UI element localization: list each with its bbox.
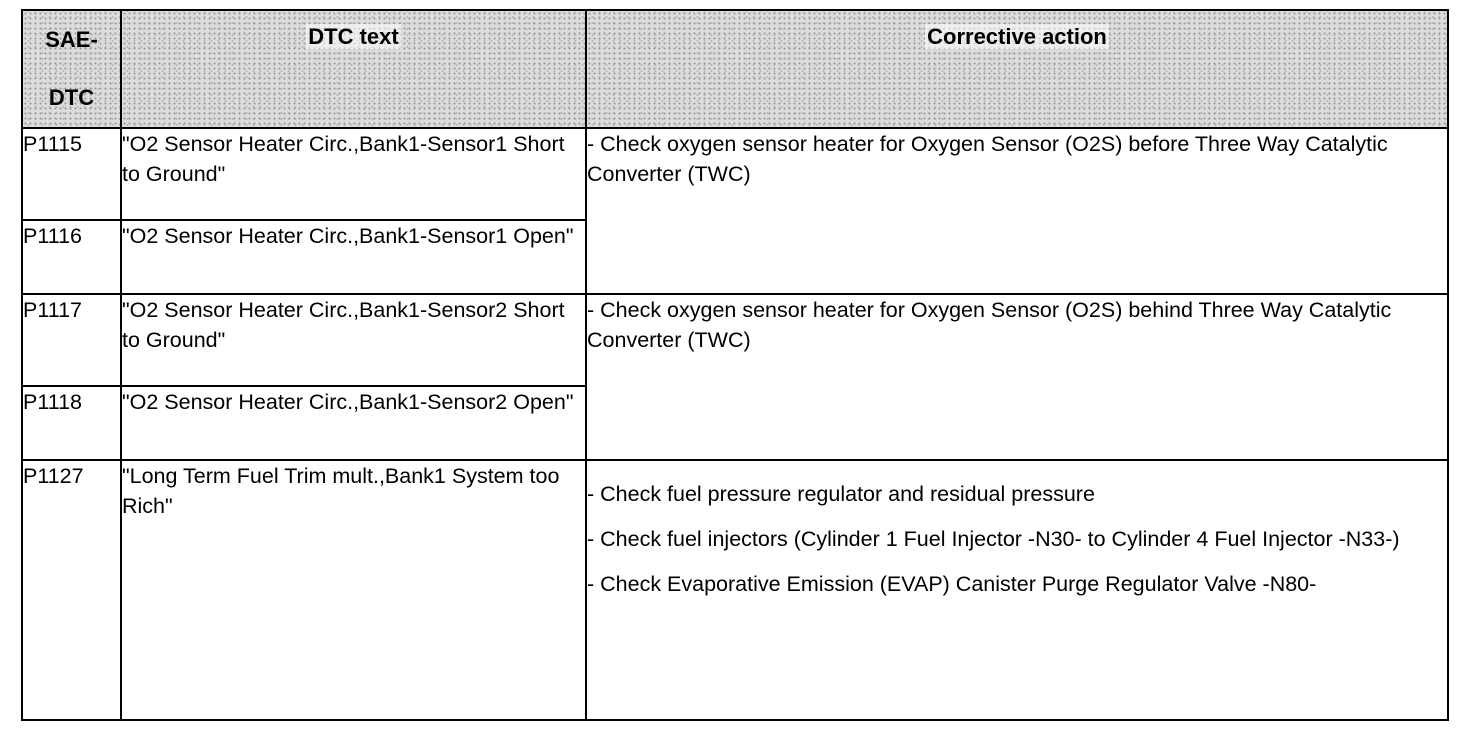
corrective-action-cell: - Check oxygen sensor heater for Oxygen Sensor (O2S) behind Three Way Catalytic Converter (TWC) bbox=[586, 294, 1448, 460]
table-row bbox=[22, 128, 1448, 220]
corrective-action-item: - Check fuel pressure regulator and residual pressure bbox=[587, 482, 1095, 506]
table-row bbox=[22, 294, 1448, 386]
corrective-action-item: - Check fuel injectors (Cylinder 1 Fuel Injector -N30- to Cylinder 4 Fuel Injector -N33-) bbox=[587, 527, 1400, 551]
header-corrective-action bbox=[586, 10, 1448, 128]
dtc-table bbox=[21, 9, 1449, 721]
dtc-code-cell: P1116 bbox=[22, 220, 121, 294]
dtc-text-cell: "O2 Sensor Heater Circ.,Bank1-Sensor1 Short to Ground" bbox=[121, 128, 586, 220]
dtc-code-cell: P1127 bbox=[22, 460, 121, 720]
dtc-code-cell: P1115 bbox=[22, 128, 121, 220]
header-sae-dtc-line2: DTC bbox=[48, 85, 95, 110]
dtc-text-cell: "O2 Sensor Heater Circ.,Bank1-Sensor1 Open" bbox=[121, 220, 586, 294]
header-dtc-text bbox=[121, 10, 586, 128]
header-corrective-action-label: Corrective action bbox=[927, 24, 1107, 49]
table-row bbox=[22, 460, 1448, 720]
dtc-text-cell: "O2 Sensor Heater Circ.,Bank1-Sensor2 Short to Ground" bbox=[121, 294, 586, 386]
dtc-code-cell: P1117 bbox=[22, 294, 121, 386]
header-sae-dtc-line1: SAE- bbox=[45, 27, 98, 52]
corrective-action-cell: - Check oxygen sensor heater for Oxygen Sensor (O2S) before Three Way Catalytic Converter (TWC) bbox=[586, 128, 1448, 294]
corrective-action-item: - Check Evaporative Emission (EVAP) Canister Purge Regulator Valve -N80- bbox=[587, 572, 1317, 596]
header-dtc-text-label: DTC text bbox=[308, 24, 399, 49]
corrective-action-cell bbox=[586, 460, 1448, 720]
header-sae-dtc bbox=[22, 10, 121, 128]
header-row bbox=[22, 10, 1448, 128]
dtc-text-cell: "Long Term Fuel Trim mult.,Bank1 System too Rich" bbox=[121, 460, 586, 720]
dtc-text-cell: "O2 Sensor Heater Circ.,Bank1-Sensor2 Open" bbox=[121, 386, 586, 460]
dtc-code-cell: P1118 bbox=[22, 386, 121, 460]
